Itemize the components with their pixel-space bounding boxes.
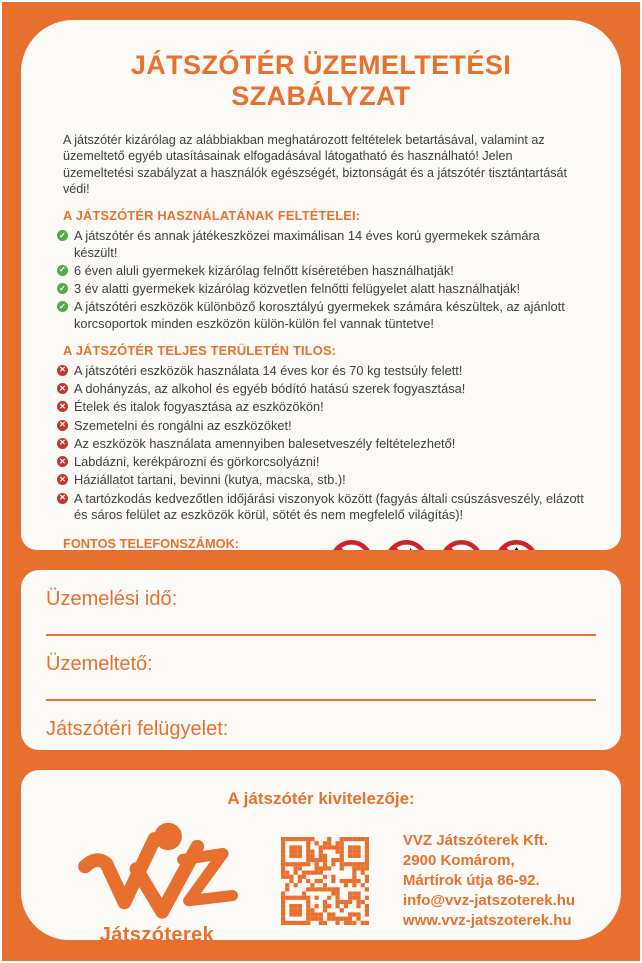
contractor-card [21,770,621,946]
poster-background [2,2,640,961]
phones-and-signs-row [41,536,601,550]
cross-icon: ✕ [57,456,68,467]
prohibition-item [57,491,585,524]
contact-email: info@vvz-jatszoterek.hu [402,891,576,909]
condition-item [57,281,585,297]
no-weapons-sign [439,539,484,550]
no-smoking-icon [329,539,374,550]
no-dogs-icon [384,539,429,550]
prohibition-text: A tartózkodás kedvezőtlen időjárási viszonyok között (fagyás általi csúszásveszély, elázott és sáros felület az eszközök körül, sötét és nem megfelelő világítás)! [74,490,584,522]
check-icon: ✓ [57,230,68,241]
page-title: JÁTSZÓTÉR ÜZEMELTETÉSI SZABÁLYZAT [130,50,512,111]
prohibition-item [57,399,585,415]
check-icon: ✓ [57,301,68,312]
cross-icon: ✕ [57,365,68,376]
important-phones [41,536,329,550]
fill-in-card [21,570,621,750]
contact-city: 2900 Komárom, [402,852,515,870]
intro-paragraph: A játszótér kizárólag az alábbiakban meghatározott feltételek betartásával, valamint az üzemeltető egyéb utasításainak elfogadásával látogatható és használható! Jelen üzemeltetési szabályzat a használók egészségét, biztonságát és a játszótér tisztántartását védi! [63,133,568,197]
prohibition-text: Ételek és italok fogyasztása az eszközökön! [74,399,324,415]
qr-code [281,837,369,925]
operator-label: Üzemeltető: [46,653,153,675]
check-icon: ✓ [57,283,68,294]
conditions-heading: A JÁTSZÓTÉR HASZNÁLATÁNAK FELTÉTELEI: [63,208,361,224]
prohibition-text: Szemetelni és rongálni az eszközöket! [74,417,292,433]
condition-item [57,299,585,332]
operator-blank-line [46,699,596,701]
vvz-logo-block [67,815,247,947]
contact-website: www.vvz-jatszoterek.hu [402,911,572,929]
prohibition-item [57,454,585,470]
prohibition-text: Az eszközök használata amennyiben balesetveszély feltételezhető! [74,435,456,451]
operating-hours-label: Üzemelési idő: [46,588,178,610]
cross-icon: ✕ [57,493,68,504]
no-smoking-sign [329,539,374,550]
vvz-logo [71,815,243,923]
prohibition-text: A dohányzás, az alkohol és egyéb bódító hatású szerek fogyasztása! [74,381,466,397]
conditions-list [57,228,585,332]
prohibition-item [57,418,585,434]
cross-icon: ✕ [57,438,68,449]
prohibitions-heading: A JÁTSZÓTÉR TELJES TERÜLETÉN TILOS: [63,342,337,358]
prohibition-item [57,436,585,452]
contact-company: VVZ Játszóterek Kft. [402,832,548,850]
no-dogs-sign [384,539,429,550]
prohibition-signs-grid [329,539,539,550]
condition-item [57,228,585,261]
cross-icon: ✕ [57,420,68,431]
condition-text: A játszótéri eszközök különböző korosztályú gyermekek számára készültek, az ajánlott korcsoportok minden eszközön külön-külön fel vannak tüntetve! [74,299,565,331]
contact-info [403,831,575,931]
logo-tagline: Játszóterek [99,924,215,946]
condition-text: 6 éven aluli gyermekek kizárólag felnőtt kíséretében használhatják! [74,262,454,278]
prohibition-text: Labdázni, kerékpározni és görkorcsolyázni! [74,454,320,470]
no-open-fire-sign [494,539,539,550]
condition-item [57,263,585,279]
prohibitions-list [57,363,585,523]
prohibition-text: A játszótéri eszközök használata 14 éves kor és 70 kg testsúly felett! [74,362,463,378]
prohibition-item [57,472,585,488]
phones-heading: FONTOS TELEFONSZÁMOK: [63,536,240,550]
cross-icon: ✕ [57,401,68,412]
prohibition-item [57,363,585,379]
contact-street: Mártírok útja 86-92. [402,872,540,890]
no-weapons-icon [439,539,484,550]
condition-text: A játszótér és annak játékeszközei maximálisan 14 éves korú gyermekek számára készült! [74,228,540,260]
cross-icon: ✕ [57,383,68,394]
condition-text: 3 év alatti gyermekek kizárólag közvetlen felnőtti felügyelet alatt használhatják! [74,281,521,297]
prohibition-item [57,381,585,397]
no-open-fire-icon [494,539,539,550]
prohibition-text: Háziállatot tartani, bevinni (kutya, macska, stb.)! [74,472,346,488]
main-rules-card [21,20,621,550]
cross-icon: ✕ [57,474,68,485]
contractor-row [39,815,603,947]
check-icon: ✓ [57,265,68,276]
operating-hours-blank-line [46,634,596,636]
supervision-label: Játszótéri felügyelet: [46,718,229,740]
contractor-heading: A játszótér kivitelezője: [227,789,415,808]
